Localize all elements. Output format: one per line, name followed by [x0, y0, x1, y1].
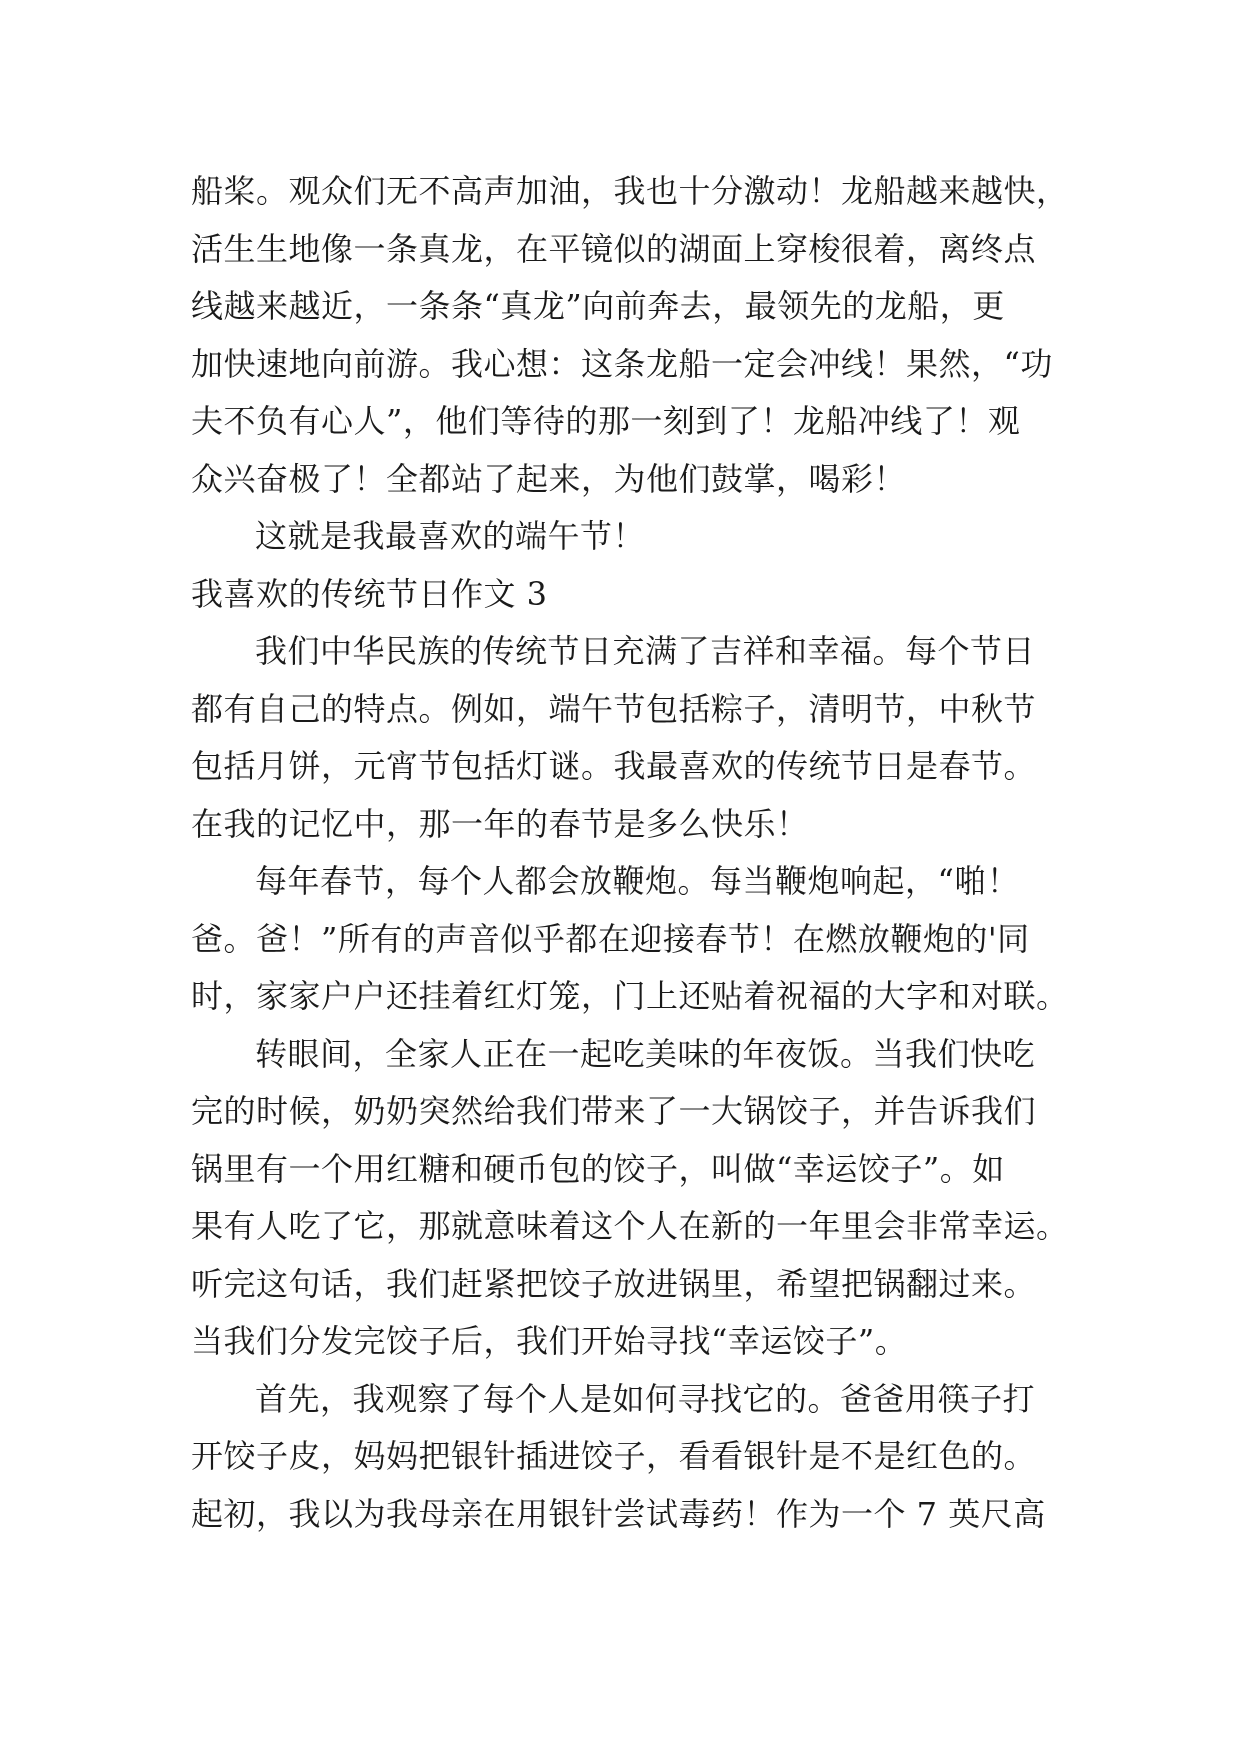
text-line: 锅里有一个用红糖和硬币包的饺子，叫做“幸运饺子”。如 [191, 1149, 1005, 1188]
text-line: 都有自己的特点。例如，端午节包括粽子，清明节，中秋节 [191, 689, 1037, 728]
text-line: 加快速地向前游。我心想：这条龙船一定会冲线！果然，“功 [191, 344, 1053, 383]
text-line: 船桨。观众们无不高声加油，我也十分激动！龙船越来越快， [191, 172, 1069, 210]
text-line: 我喜欢的传统节日作文 3 [191, 574, 548, 613]
paragraph-first-line: 这就是我最喜欢的端午节！ [255, 517, 646, 555]
text-line: 开饺子皮，妈妈把银针插进饺子，看看银针是不是红色的。 [191, 1437, 1037, 1475]
paragraph-first-line: 我们中华民族的传统节日充满了吉祥和幸福。每个节日 [255, 632, 1036, 670]
document-body [191, 163, 1071, 1543]
text-line: 夫不负有心人”，他们等待的那一刻到了！龙船冲线了！观 [191, 402, 1021, 440]
paragraph-first-line: 首先，我观察了每个人是如何寻找它的。爸爸用筷子打 [255, 1379, 1036, 1418]
text-line: 包括月饼，元宵节包括灯谜。我最喜欢的传统节日是春节。 [191, 747, 1037, 785]
paragraph-first-line: 转眼间，全家人正在一起吃美味的年夜饭。当我们快吃 [255, 1034, 1036, 1073]
text-line: 起初，我以为我母亲在用银针尝试毒药！作为一个 7 英尺高 [191, 1494, 1046, 1533]
text-line: 线越来越近，一条条“真龙”向前奔去，最领先的龙船，更 [191, 287, 1005, 325]
text-line: 完的时候，奶奶突然给我们带来了一大锅饺子，并告诉我们 [191, 1092, 1037, 1130]
text-line: 果有人吃了它，那就意味着这个人在新的一年里会非常幸运。 [191, 1207, 1069, 1245]
text-line: 在我的记忆中，那一年的春节是多么快乐！ [191, 804, 809, 843]
text-line: 爸。爸！”所有的声音似乎都在迎接春节！在燃放鞭炮的'同 [191, 919, 1030, 958]
text-line: 当我们分发完饺子后，我们开始寻找“幸运饺子”。 [191, 1322, 908, 1360]
text-line: 众兴奋极了！全都站了起来，为他们鼓掌，喝彩！ [191, 459, 907, 498]
text-line: 听完这句话，我们赶紧把饺子放进锅里，希望把锅翻过来。 [191, 1264, 1037, 1303]
text-line: 活生生地像一条真龙，在平镜似的湖面上穿梭很着，离终点 [191, 229, 1037, 268]
text-line: 时，家家户户还挂着红灯笼，门上还贴着祝福的大字和对联。 [191, 977, 1069, 1015]
paragraph-first-line: 每年春节，每个人都会放鞭炮。每当鞭炮响起，“啪！ [255, 862, 1020, 900]
